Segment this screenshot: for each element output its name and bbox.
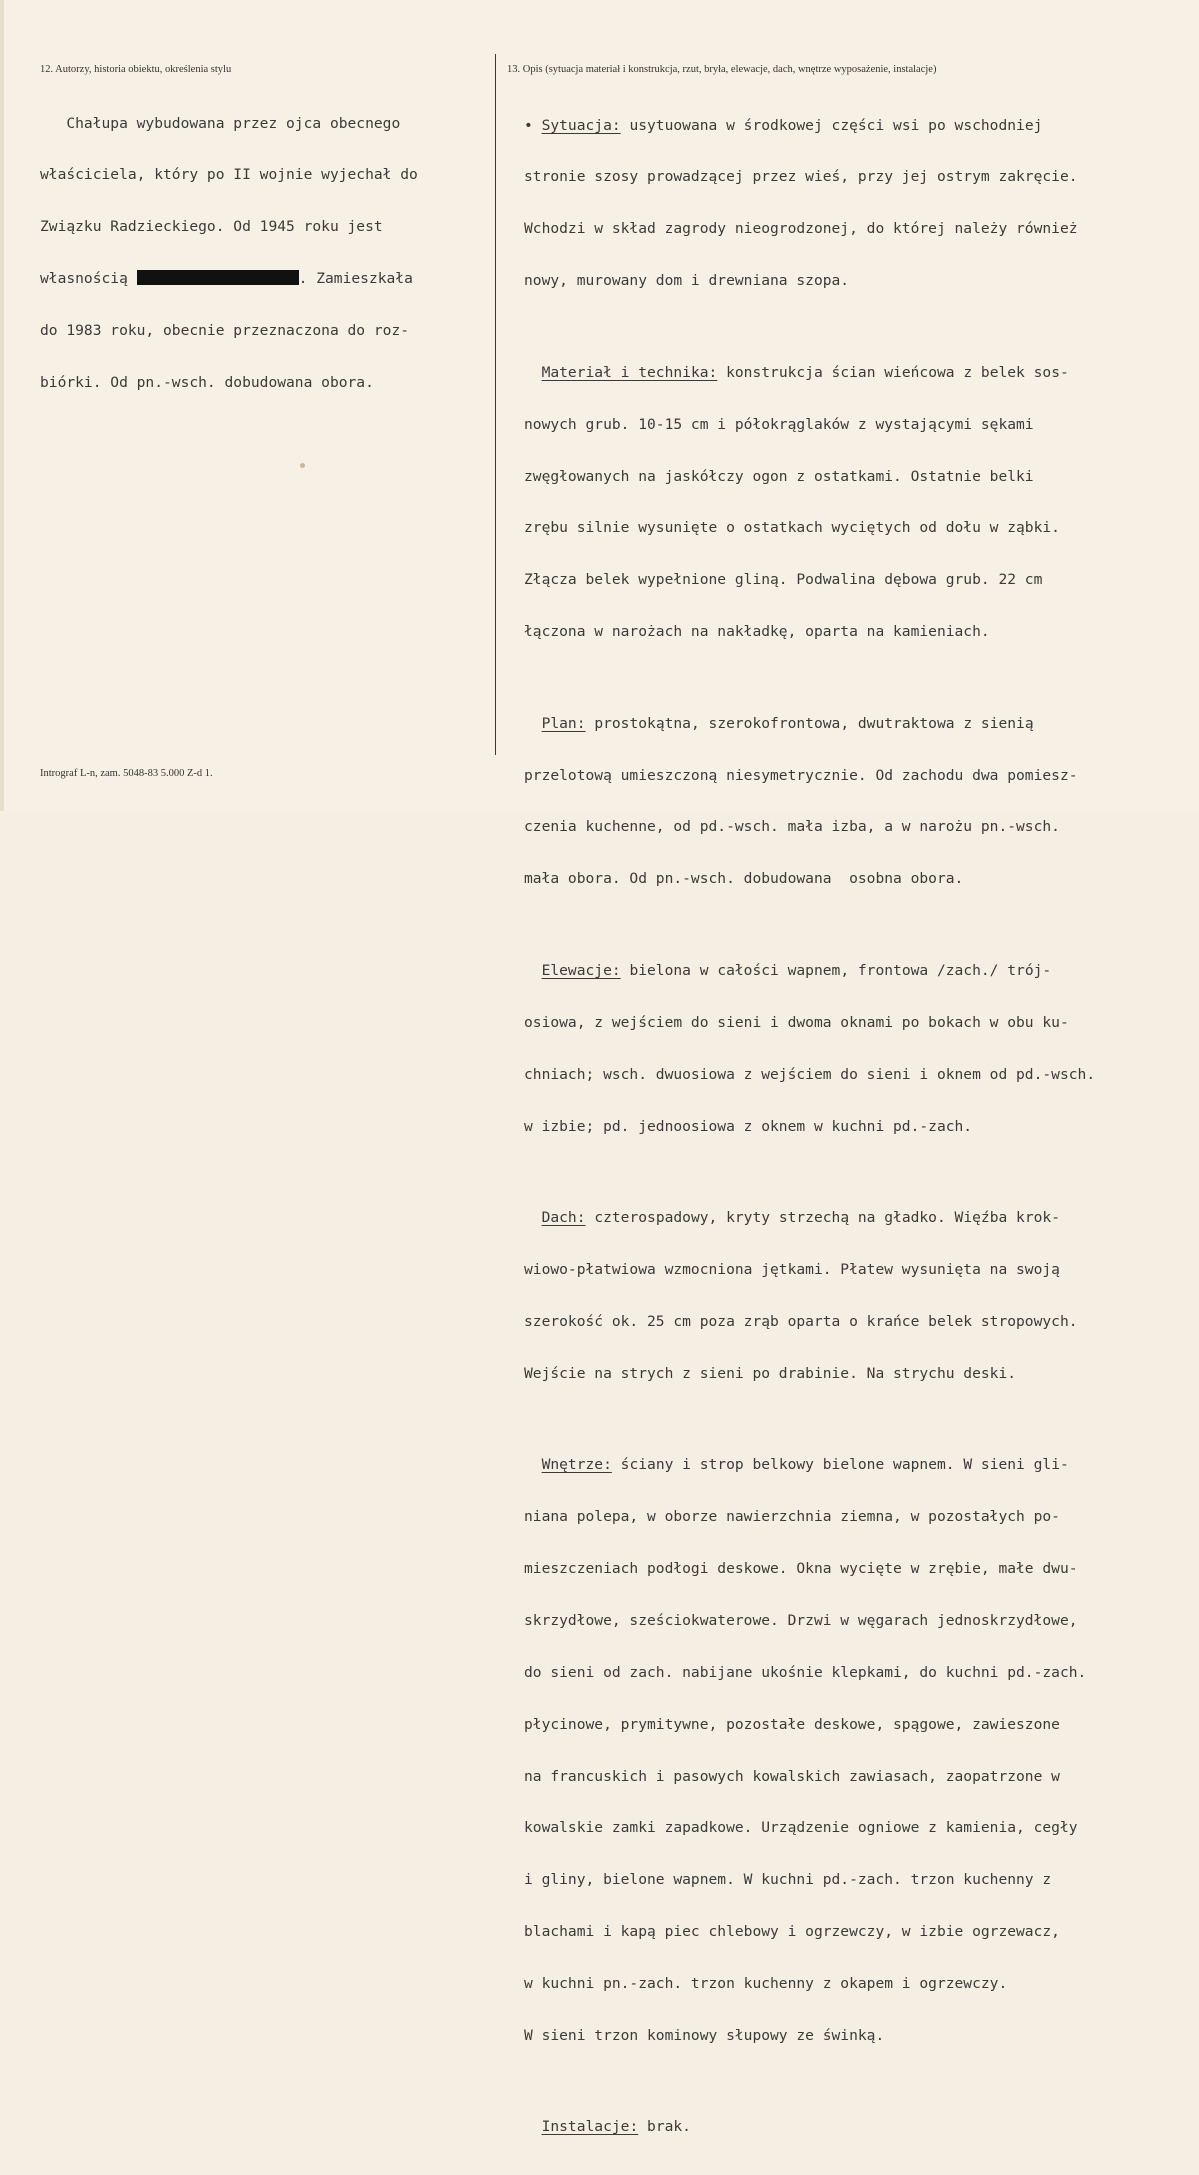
owner-suffix: . Zamieszkała [298,270,413,288]
description-text [524,82,1184,2175]
section-heading: Sytuacja: [541,116,621,134]
section-interior: Wnętrze: ściany i strop belkowy bielone wapnem. W sieni gli- niana polepa, w oborze nawierzchnia ziemna, w pozostałych po- mieszczeniach podłogi deskowe. Okna wycięte w zrębie, małe dwu- skrzydłowe, sześciokwaterowe. Drzwi w węgarach jednoskrzydłowe, do sieni od zach. nabijane ukośnie klepkami, do kuchni pd.-zach. płycinowe, prymitywne, pozostałe deskowe, spągowe, zawieszone na francuskich i pasowych kowalskich zawiasach, zaopatrzone w kowalskie zamki zapadkowe. Urządzenie ogniowe z kamienia, cegły i gliny, bielone wapnem. W kuchni pd.-zach. trzon kuchenny z blachami i kapą piec chlebowy i ogrzewczy, w izbie ogrzewacz, w kuchni pn.-zach. trzon kuchenny z okapem i ogrzewczy. W sieni trzon kominowy słupowy ze świnką. [524,1456,1087,2044]
left-column-header: 12. Autorzy, historia obiektu, określenia stylu [40,64,232,75]
section-heading: Wnętrze: [541,1456,612,1474]
section-heading: Dach: [541,1209,586,1226]
section-heading: Plan: [541,714,586,732]
history-text [40,80,480,426]
section-material: Materiał i technika: konstrukcja ścian wieńcowa z belek sos- nowych grub. 10-15 cm i półokrąglaków z wystającymi sękami zwęgłowanych na jaskółczy ogon z ostatkami. Ostatnie belki zrębu silnie wysunięte o ostatkach wyciętych od dołu w ząbki. Złącza belek wypełnione gliną. Podwalina dębowa grub. 22 cm łączona w narożach na nakładkę, oparta na kamieniach. [524,363,1069,641]
right-column-header: 13. Opis (sytuacja materiał i konstrukcja, rzut, bryła, elewacje, dach, wnętrze wyposażenie, instalacje) [507,64,937,75]
section-heading: Instalacje: [541,2118,639,2136]
history-line: Związku Radzieckiego. Od 1945 roku jest [40,218,383,236]
section-elevations: Elewacje: bielona w całości wapnem, frontowa /zach./ trój- osiowa, z wejściem do sieni i dwoma oknami po bokach w obu ku- chniach; wsch. dwuosiowa z wejściem do sieni i oknem od pd.-wsch. w izbie; pd. jednoosiowa z oknem w kuchni pd.-zach. [524,961,1096,1135]
section-roof: Dach: czterospadowy, kryty strzechą na gładko. Więźba krok- wiowo-płatwiowa wzmocniona jętkami. Płatew wysunięta na swoją szerokość ok. 25 cm poza zrąb oparta o krańce belek stropowych. Wejście na strych z sieni po drabinie. Na strychu deski. [524,1209,1078,1382]
section-heading: Elewacje: [541,961,621,979]
history-line: Chałupa wybudowana przez ojca obecnego [40,114,401,132]
redaction-bar [137,270,299,285]
history-line: biórki. Od pn.-wsch. dobudowana obora. [40,374,374,392]
history-line: do 1983 roku, obecnie przeznaczona do roz- [40,322,410,340]
section-situation: • Sytuacja: usytuowana w środkowej części wsi po wschodniej stronie szosy prowadzącej przez wieś, przy jej ostrym zakręcie. Wchodzi w skład zagrody nieogrodzonej, do której należy również nowy, murowany dom i drewniana szopa. [524,116,1078,290]
owner-prefix: własnością [40,270,137,288]
section-installations: Instalacje: brak. [541,2118,691,2136]
history-line [40,270,480,287]
print-footer: Intrograf L-n, zam. 5048-83 5.000 Z-d 1. [40,768,213,779]
paper-stain [300,463,305,468]
section-plan: Plan: prostokątna, szerokofrontowa, dwutraktowa z sienią przelotową umieszczoną niesymetrycznie. Od zachodu dwa pomiesz- czenia kuchenne, od pd.-wsch. mała izba, a w narożu pn.-wsch. mała obora. Od pn.-wsch. dobudowana osobna obora. [524,714,1078,888]
history-line: właściciela, który po II wojnie wyjechał do [40,166,418,184]
section-heading: Materiał i technika: [541,363,718,381]
column-divider [495,54,496,755]
